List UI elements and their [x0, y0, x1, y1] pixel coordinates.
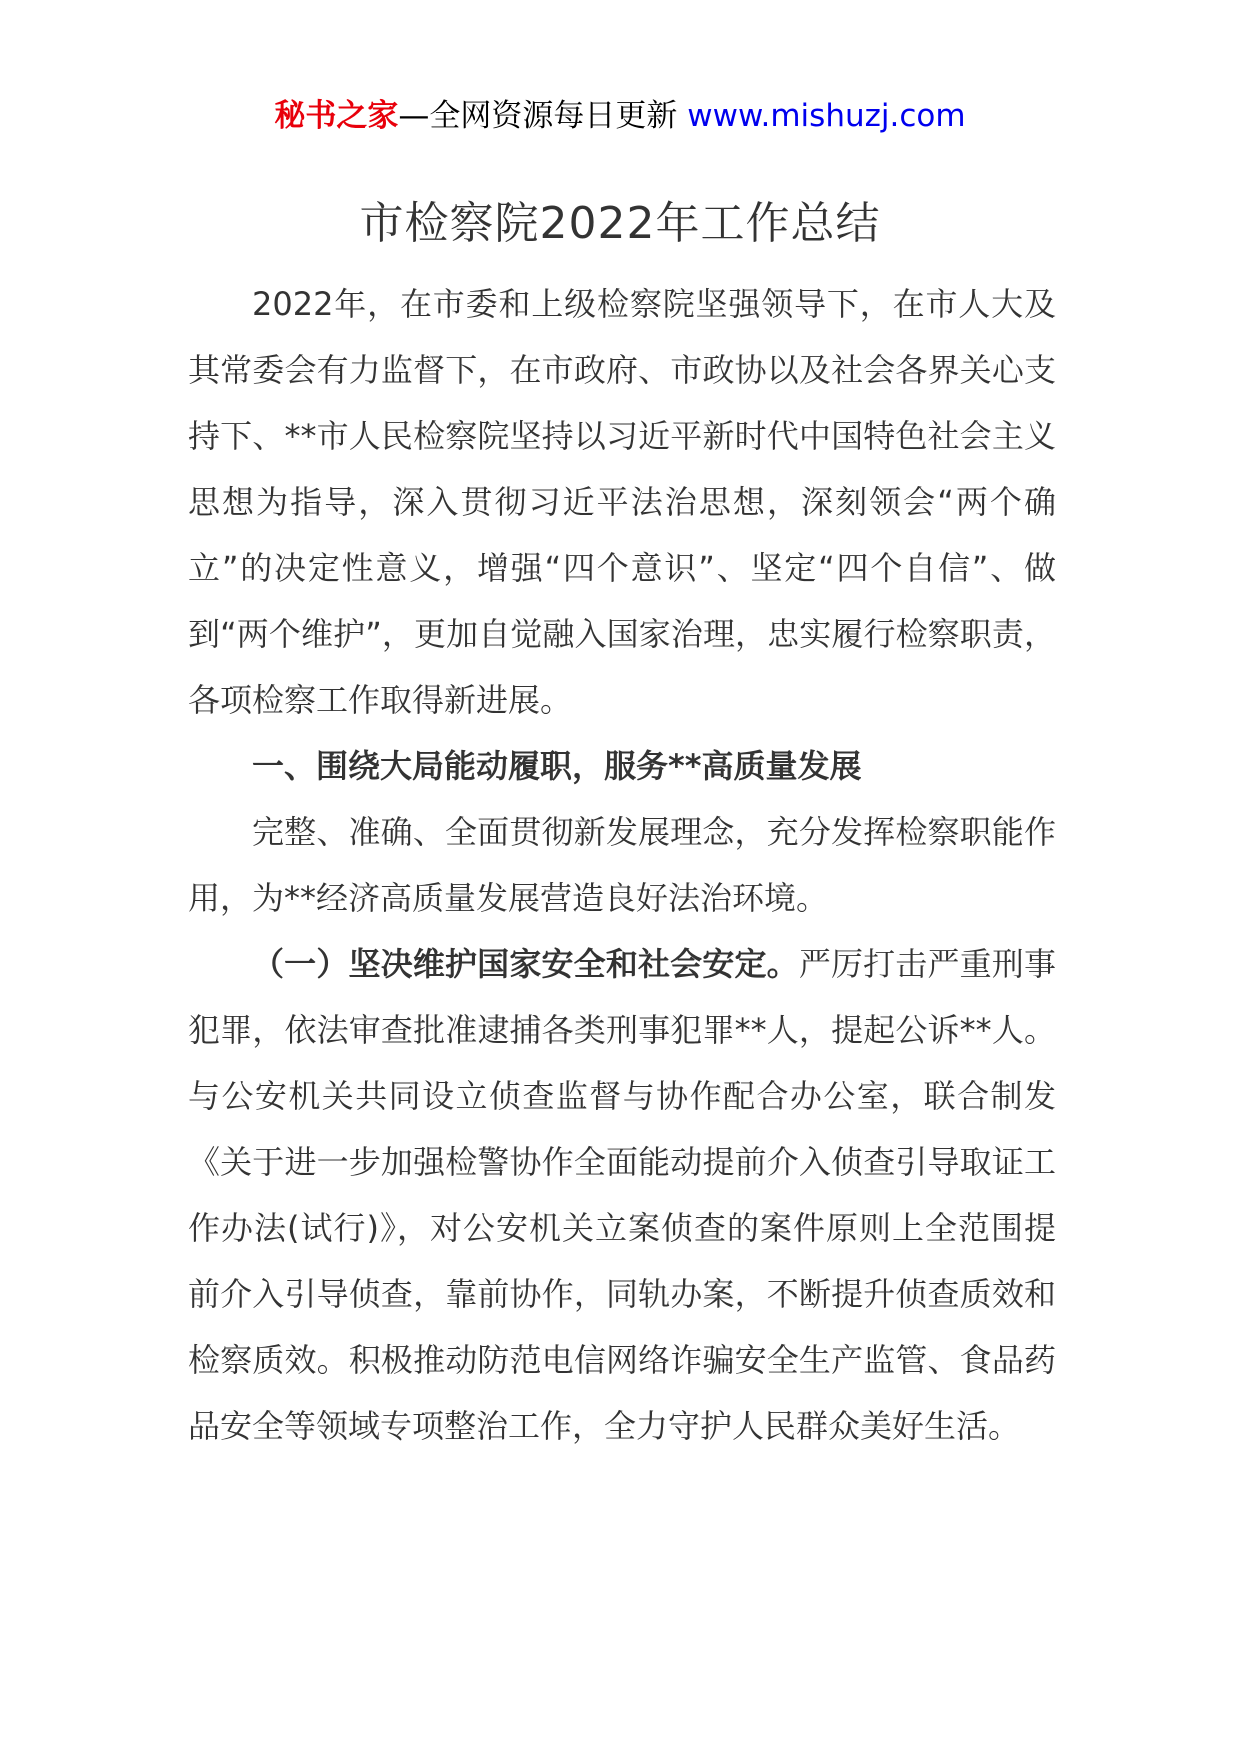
subsection-body: 严厉打击严重刑事犯罪，依法审查批准逮捕各类刑事犯罪**人，提起公诉**人。与公安机关共同设立侦查监督与协作配合办公室，联合制发《关于进一步加强检警协作全面能动提前介入侦查引导取证工作办法(试行)》，对公安机关立案侦查的案件原则上全范围提前介入引导侦查，靠前协作，同轨办案，不断提升侦查质效和检察质效。积极推动防范电信网络诈骗安全生产监管、食品药品安全等领域专项整治工作，全力守护人民群众美好生活。	[188, 945, 1056, 1445]
site-slogan: —全网资源每日更新	[398, 98, 688, 134]
section-paragraph: 完整、准确、全面贯彻新发展理念，充分发挥检察职能作用，为**经济高质量发展营造良好法治环境。	[188, 813, 1056, 917]
subsection-lead: （一）坚决维护国家安全和社会安定。	[252, 945, 799, 983]
section-heading: 一、围绕大局能动履职，服务**高质量发展	[252, 747, 862, 785]
site-url-link[interactable]: www.mishuzj.com	[687, 98, 966, 134]
document-title: 市检察院2022年工作总结	[359, 198, 881, 249]
intro-paragraph: 2022年，在市委和上级检察院坚强领导下，在市人大及其常委会有力监督下，在市政府、市政协以及社会各界关心支持下、**市人民检察院坚持以习近平新时代中国特色社会主义思想为指导，深入贯彻习近平法治思想，深刻领会“两个确立”的决定性意义，增强“四个意识”、坚定“四个自信”、做到“两个维护”，更加自觉融入国家治理，忠实履行检察职责，各项检察工作取得新进展。	[188, 285, 1056, 719]
site-brand: 秘书之家	[274, 98, 399, 134]
document-body	[188, 271, 1056, 1459]
site-banner	[0, 96, 1240, 136]
subsection-paragraph	[188, 931, 1056, 1459]
